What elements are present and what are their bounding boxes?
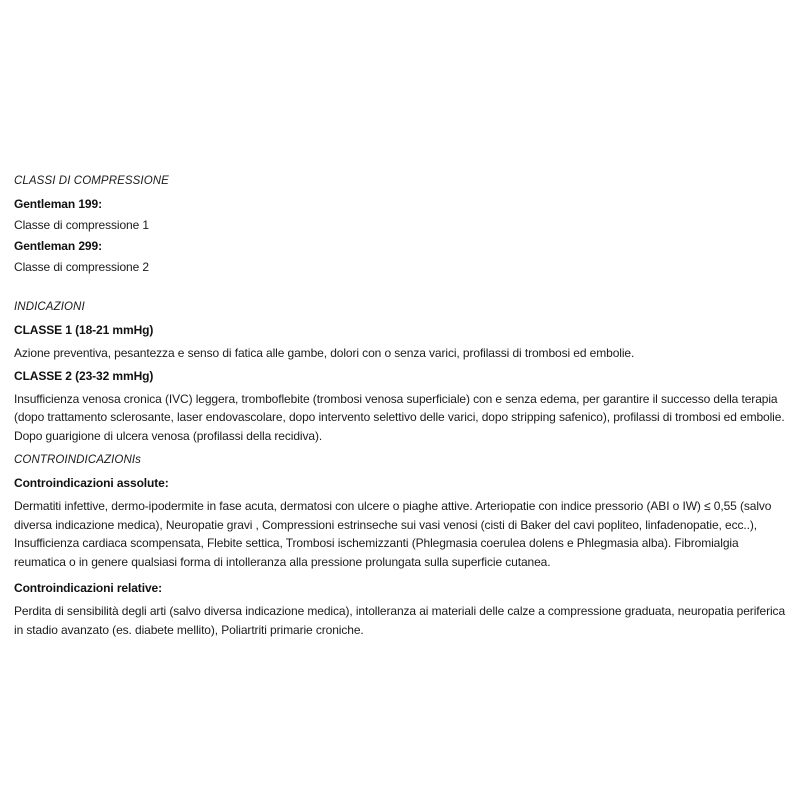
- label-gentleman-299: Gentleman 299:: [14, 239, 102, 253]
- text-classe-compressione-2: Classe di compressione 2: [14, 260, 149, 274]
- text-indicazioni-classe-1: Azione preventiva, pesantezza e senso di fatica alle gambe, dolori con o senza varici, profilassi di trombosi ed embolie.: [14, 346, 635, 360]
- section-heading-classi-di-compressione: CLASSI DI COMPRESSIONE: [14, 175, 169, 187]
- text-controindicazioni-relative: Perdita di sensibilità degli arti (salvo diversa indicazione medica), intolleranza ai materiali delle calze a compressione graduata, neuropatia periferica in stadio avanzato (es. diabete mellito), Poliartriti primarie croniche.: [14, 604, 786, 637]
- label-controindicazioni-relative: Controindicazioni relative:: [14, 581, 162, 595]
- section-heading-controindicazioni: CONTROINDICAZIONIs: [14, 454, 142, 466]
- section-controindicazioni: [14, 453, 786, 639]
- section-indicazioni: [14, 300, 786, 445]
- text-controindicazioni-assolute: Dermatiti infettive, dermo-ipodermite in fase acuta, dermatosi con ulcere o piaghe attive. Arteriopatie con indice pressorio (ABI o IW) ≤ 0,55 (salvo diversa indicazione medica), Neuropatie gravi , Compressioni estrinseche sui vasi venosi (cisti di Baker del cavi popliteo, linfadenopatie, ecc..), Insufficienza cardiaca scompensata, Flebite settica, Trombosi ischemizzanti (Phlegmasia coerulea dolens e Phlegmasia alba). Fibromialgia reumatica o in genere qualsiasi forma di intolleranza alla pressione prolungata sulla superficie cutanea.: [14, 499, 772, 569]
- section-classi-di-compressione: [14, 174, 786, 274]
- section-heading-indicazioni: INDICAZIONI: [14, 301, 85, 313]
- label-classe-2: CLASSE 2 (23-32 mmHg): [14, 368, 154, 383]
- label-gentleman-199: Gentleman 199:: [14, 197, 102, 211]
- text-classe-compressione-1: Classe di compressione 1: [14, 218, 149, 232]
- label-controindicazioni-assolute: Controindicazioni assolute:: [14, 476, 169, 490]
- text-indicazioni-classe-2: Insufficienza venosa cronica (IVC) leggera, tromboflebite (trombosi venosa superficiale) con e senza edema, per garantire il successo della terapia (dopo trattamento sclerosante, laser endovascolare, dopo intervento selettivo delle varici, dopo stripping safenico), profilassi di trombosi ed embolie. Dopo guarigione di ulcera venosa (profilassi della recidiva).: [14, 391, 785, 443]
- label-classe-1: CLASSE 1 (18-21 mmHg): [14, 323, 154, 337]
